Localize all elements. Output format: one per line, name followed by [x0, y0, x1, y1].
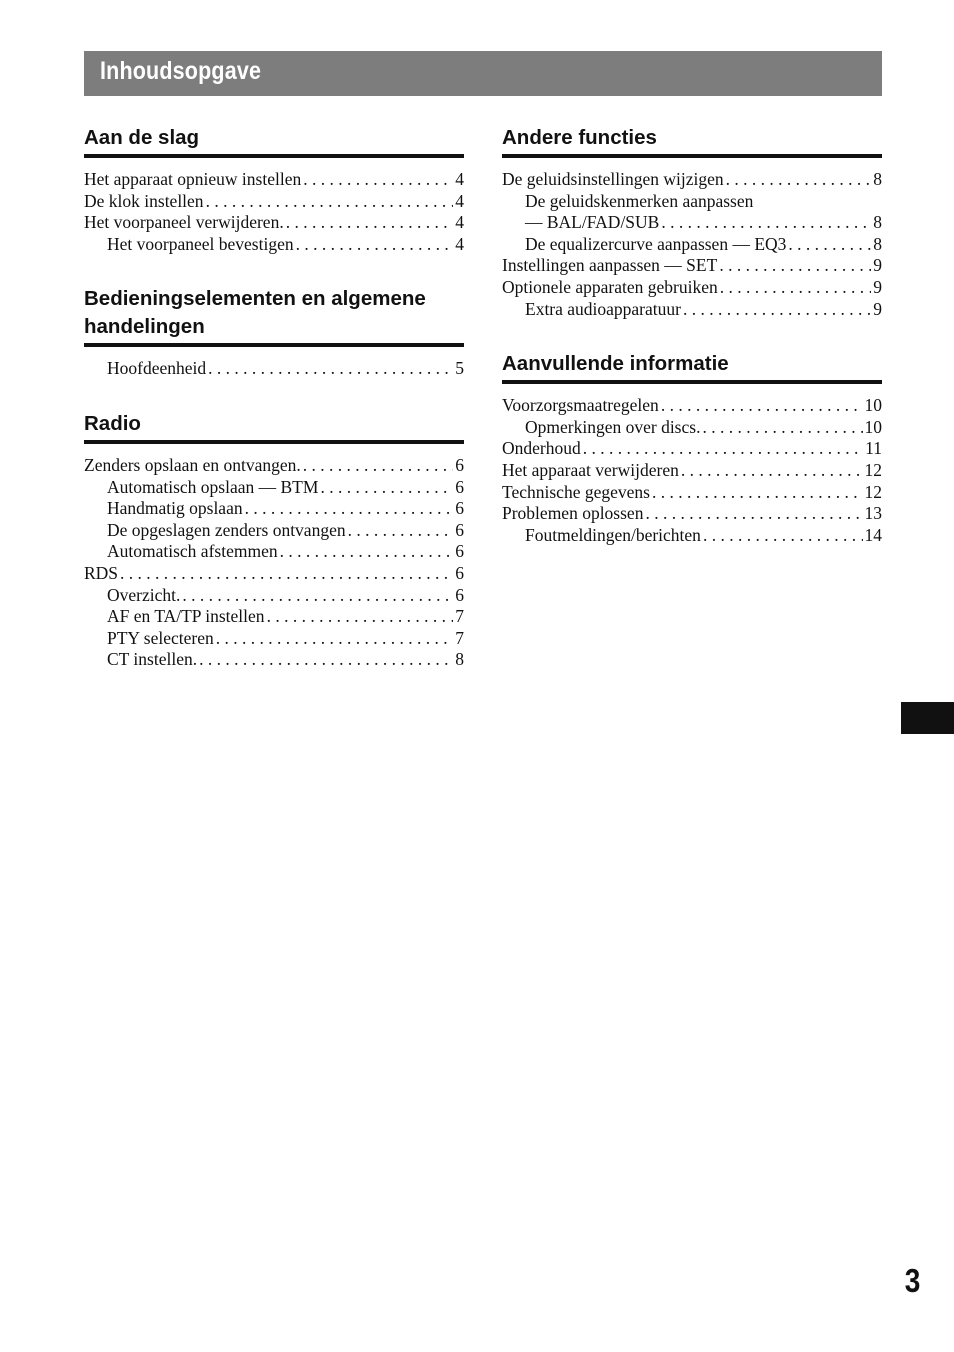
toc-entry[interactable]: Technische gegevens . . . 12 [502, 482, 882, 504]
title-bar [84, 51, 882, 96]
toc-entry[interactable]: Optionele apparaten gebruiken . . . 9 [502, 277, 882, 299]
section-heading: Radio [84, 410, 464, 444]
toc-list [84, 358, 464, 380]
toc-entry[interactable]: Opmerkingen over discs. . . . 10 [502, 417, 882, 439]
toc-entry[interactable]: Extra audioapparatuur . . . 9 [502, 299, 882, 321]
section-heading: Aan de slag [84, 124, 464, 158]
page-title: Inhoudsopgave [100, 57, 262, 85]
section-heading: Andere functies [502, 124, 882, 158]
toc-section-bedieningselementen [84, 285, 464, 380]
toc-entry[interactable]: PTY selecteren . . . 7 [84, 628, 464, 650]
toc-entry[interactable]: RDS . . . 6 [84, 563, 464, 585]
toc-entry[interactable]: De geluidskenmerken aanpassen [525, 190, 754, 211]
toc-section-aan-de-slag [84, 124, 464, 255]
toc-entry[interactable]: De klok instellen . . . 4 [84, 191, 464, 213]
toc-list [502, 169, 882, 320]
toc-entry[interactable]: — BAL/FAD/SUB . . . 8 [502, 212, 882, 234]
page-number: 3 [904, 1262, 920, 1299]
section-heading: Bedieningselementen en algemene handelingen [84, 285, 464, 347]
toc-list [84, 455, 464, 671]
toc-entry[interactable]: Onderhoud . . . 11 [502, 438, 882, 460]
toc-entry[interactable]: Het voorpaneel bevestigen . . . 4 [84, 234, 464, 256]
toc-entry[interactable]: De opgeslagen zenders ontvangen . . . 6 [84, 520, 464, 542]
toc-entry[interactable]: Problemen oplossen . . . 13 [502, 503, 882, 525]
toc-entry[interactable]: CT instellen. . . . 8 [84, 649, 464, 671]
toc-entry[interactable]: Het apparaat verwijderen . . . 12 [502, 460, 882, 482]
toc-entry[interactable]: Foutmeldingen/berichten . . . 14 [502, 525, 882, 547]
toc-list [84, 169, 464, 255]
chapter-tab-marker [901, 702, 954, 734]
toc-list [502, 395, 882, 546]
toc-column-right [502, 124, 882, 546]
toc-entry[interactable]: Instellingen aanpassen — SET . . . 9 [502, 255, 882, 277]
toc-entry[interactable]: Overzicht. . . . 6 [84, 585, 464, 607]
toc-entry[interactable]: Het apparaat opnieuw instellen . . . 4 [84, 169, 464, 191]
toc-section-aanvullende-informatie [502, 350, 882, 546]
toc-entry[interactable]: Automatisch opslaan — BTM . . . 6 [84, 477, 464, 499]
toc-entry[interactable]: Zenders opslaan en ontvangen. . . . 6 [84, 455, 464, 477]
toc-column-left [84, 124, 464, 671]
toc-entry[interactable]: Automatisch afstemmen . . . 6 [84, 541, 464, 563]
toc-entry[interactable]: De equalizercurve aanpassen — EQ3 . . . 8 [502, 234, 882, 256]
toc-entry[interactable]: Het voorpaneel verwijderen. . . . 4 [84, 212, 464, 234]
section-heading: Aanvullende informatie [502, 350, 882, 384]
toc-entry[interactable]: AF en TA/TP instellen . . . 7 [84, 606, 464, 628]
toc-entry[interactable]: Hoofdeenheid . . . 5 [84, 358, 464, 380]
toc-entry[interactable]: Voorzorgsmaatregelen . . . 10 [502, 395, 882, 417]
toc-entry[interactable]: Handmatig opslaan . . . 6 [84, 498, 464, 520]
toc-section-andere-functies [502, 124, 882, 320]
toc-section-radio [84, 410, 464, 671]
toc-entry[interactable]: De geluidsinstellingen wijzigen . . . 8 [502, 169, 882, 191]
